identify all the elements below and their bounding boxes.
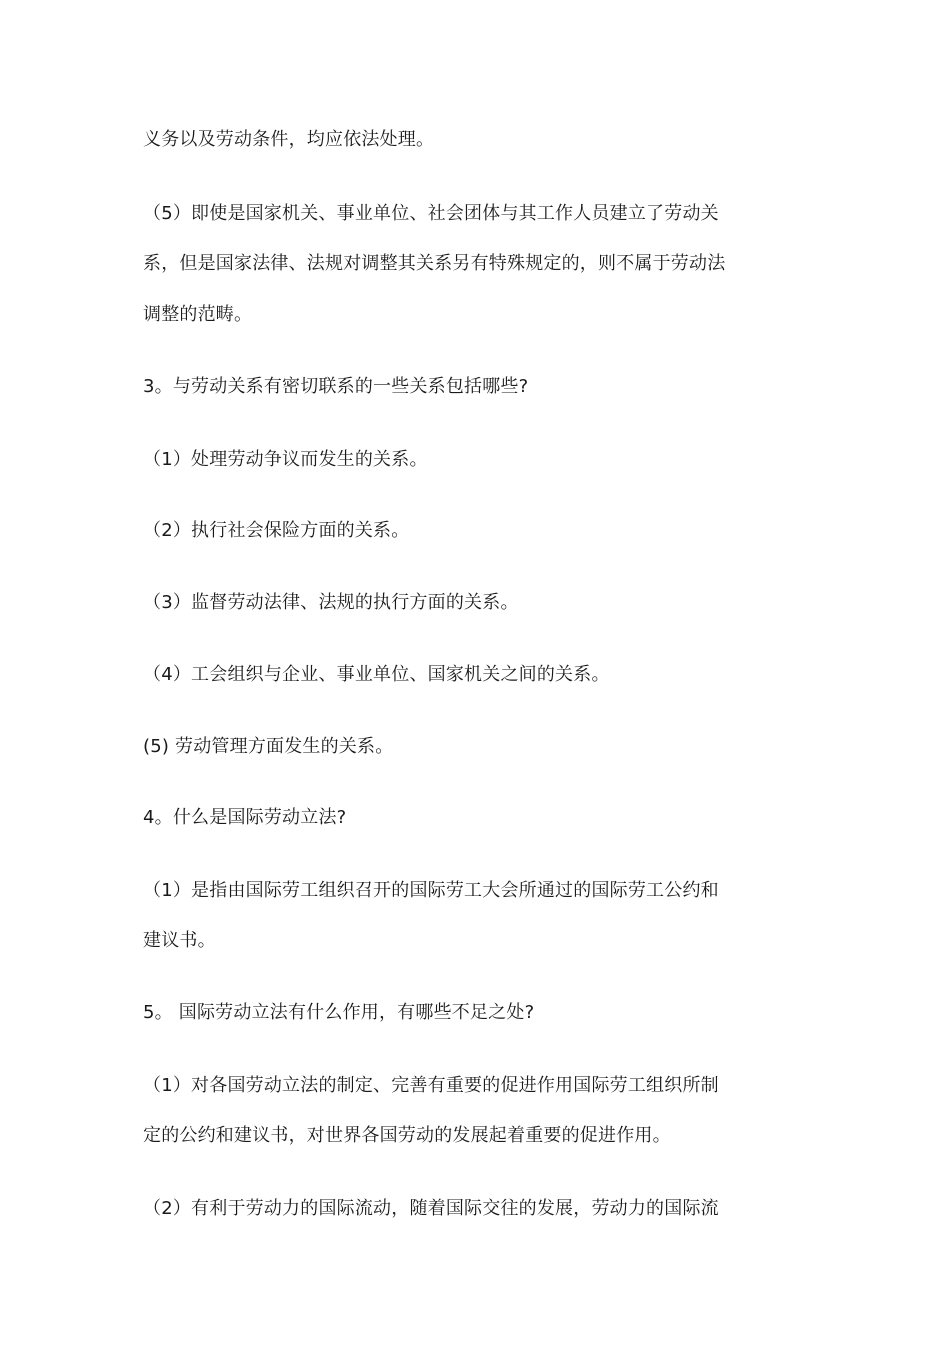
list-item: （1）对各国劳动立法的制定、完善有重要的促进作用国际劳工组织所制 (143, 1075, 719, 1096)
list-item: （3）监督劳动法律、法规的执行方面的关系。 (143, 592, 519, 613)
list-item: （4）工会组织与企业、事业单位、国家机关之间的关系。 (143, 664, 610, 685)
list-item: （2）执行社会保险方面的关系。 (143, 520, 410, 541)
text-line: （5）即使是国家机关、事业单位、社会团体与其工作人员建立了劳动关 (143, 203, 719, 224)
text-line: 系，但是国家法律、法规对调整其关系另有特殊规定的，则不属于劳动法 (143, 253, 726, 274)
list-item: （1）处理劳动争议而发生的关系。 (143, 449, 428, 470)
section-heading: 4。什么是国际劳动立法? (143, 807, 347, 828)
text-line: 定的公约和建议书，对世界各国劳动的发展起着重要的促进作用。 (143, 1125, 671, 1146)
list-item: （1）是指由国际劳工组织召开的国际劳工大会所通过的国际劳工公约和 (143, 880, 719, 901)
list-item: (5) 劳动管理方面发生的关系。 (143, 736, 394, 757)
text-line: 调整的范畴。 (143, 304, 253, 325)
section-heading: 3。与劳动关系有密切联系的一些关系包括哪些? (143, 376, 529, 397)
text-line: 建议书。 (143, 930, 216, 951)
section-heading: 5。 国际劳动立法有什么作用，有哪些不足之处? (143, 1002, 535, 1023)
text-line: 义务以及劳动条件，均应依法处理。 (143, 129, 435, 150)
list-item: （2）有利于劳动力的国际流动，随着国际交往的发展，劳动力的国际流 (143, 1198, 719, 1219)
